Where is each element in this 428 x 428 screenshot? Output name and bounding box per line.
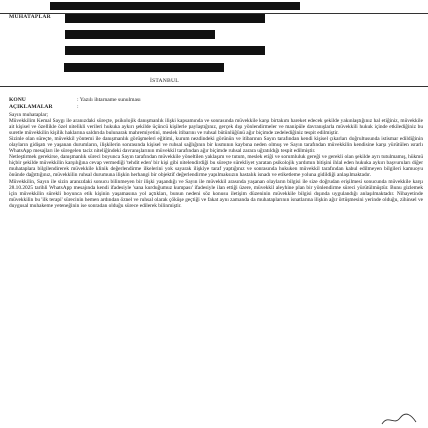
paragraph: Sizinle olan süreçte, müvekkil yöntemi ile danışmanlık görüşmeleri eğitimi, kurum nezdindeki görünün ve itibarının Sayın tarafından kendi kişisel çıkarları doğrultusunda istismar edildiğinin olayların gidişatı ve yaşanan durumların, ilişkilerin sonrasında kişisel ve ruhsal sağlığının bir kısmının kaybına neden olmuş ve Sayın tarafından müvekkilin kendisine karşı yürütülen ısrarlı WhatsApp mesajları ile süregelen taciz niteliğindeki davranışlarının müvekkil tarafından ağır biçimde ruhsal zarara uğratıldığı tespit edilmiştir.: [9, 136, 423, 155]
redacted-muhatap-3: [65, 46, 265, 55]
redacted-muhatap-1: [65, 14, 265, 23]
redacted-muhatap-2: [65, 30, 215, 39]
istanbul-label: İSTANBUL: [150, 78, 179, 84]
meta-row-konu: [9, 97, 423, 104]
paragraph: Netleştirmek gerekirse, danışmanlık süreci boyunca Sayın tarafından müvekkile yöneltilen yaklaşım ve tutum, meslek etiği ve sorumluluk gereği ve gerekli olan şekilde ayrı tutulmamış, hükmü hiçbir şekilde müvekkilin karşılığına cevap vermediği 'tehdit eden' bir kişi gibi nitelendirdiği bu süreçte sürekliyet yaratan psikolojik yardımın bitişini ihlal eden hukuka aykırı başvuruları diğer muhataplara bilgilendirerek müvekkile klinik değerlendirme ilkelerini yok sayarak ilişkiye taraf yaptığınız ve sonrasında hukuken müvekkil tarafından kabul edilmeyen bilgileri kamuoyu önünde dağıttığınız, müvekkilin ruhsal durumuna ilişkin herhangi bir objektif değerlendirme yapılmaksızın hastalık isnadı ve etiketleme yoluna gidildiği anlaşılmaktadır.: [9, 154, 423, 179]
letterhead: [0, 0, 428, 90]
aciklama-value: :: [77, 103, 79, 110]
meta-row-aciklama: [9, 104, 423, 111]
meta-table: [9, 97, 423, 110]
redacted-top: [50, 2, 300, 10]
rule-bottom: [0, 86, 428, 87]
redacted-muhatap-4: [64, 63, 224, 72]
paragraph: Sayın muhataplar;: [9, 112, 49, 118]
aciklama-key: AÇIKLAMALAR: [9, 103, 53, 110]
konu-key: KONU: [9, 97, 26, 103]
muhataplar-label: MUHATAPLAR: [9, 14, 51, 20]
signature-mark: [380, 412, 418, 428]
document-body: [9, 112, 423, 209]
paragraph: Müvekkilin, Sayın ile sizin aranızdaki sonucu bilinmeyen bir ilişki yaşandığı ve Sayın ile müvekkil arasında yaşanan olayların bilgisi ile size doğrudan erişilmesi sonucunda müvekkile karşı 28.10.2025 tarihli WhatsApp mesajında kendi ifadesiyle 'sana kurduğumuz kumpası' ifadesiyle ilan ettiği üzere, müvekkil aleyhine plan bir yönlendirme süreci yürütülmüştür. Bunu gizlemek için müvekkilin sürekli boyunca etik kişinin yaşamasına yol açtıkları, bunun nedeni söz konusu iletişim düzeninin müvekkile bilgisi dışında uygulandığı anlaşılmaktadır. Nihayetinde müvekkilin bu 'ilk terapi' sürecinin hemen ardından öznel ve ruhsal olarak çöküşe geçtiği ve fakat aynı zamanda da muhataplarının isnatlarına ilişkin ağır örtüşmesini yerinde olduğu, zihinsel ve duygusal muhakeme yeteneğinin ise sonradan olduğu sürece edilerek bilinmiştir.: [9, 178, 423, 209]
paragraph: Müvekkilim Kemal Saygı ile aranızdaki süreçte, psikolojik danışmanlık ilişki kapsamında ve sonrasında müvekkile karşı birtakım hareket edecek şekilde yakınlaştığınız hal etiğiniz, müvekkile ait kişisel ve özellikle özel nitelikli verileri hukuka aykırı şekilde üçüncü kişilerle paylaştığınız, gerçek dışı yönlendirmeler ve manipüle davranışlarla müvekkili hukuk içinde etkilediğiniz bu suretle müvekkilin kişilik haklarına saldırıda bulunarak mahremiyetini, meslek itibarını ve ruhsal bütünlüğünü ağır biçimde zedelediğiniz tespit edilmiştir.: [9, 118, 423, 137]
konu-value: : Yazılı ihtarname sunulması: [77, 97, 141, 103]
